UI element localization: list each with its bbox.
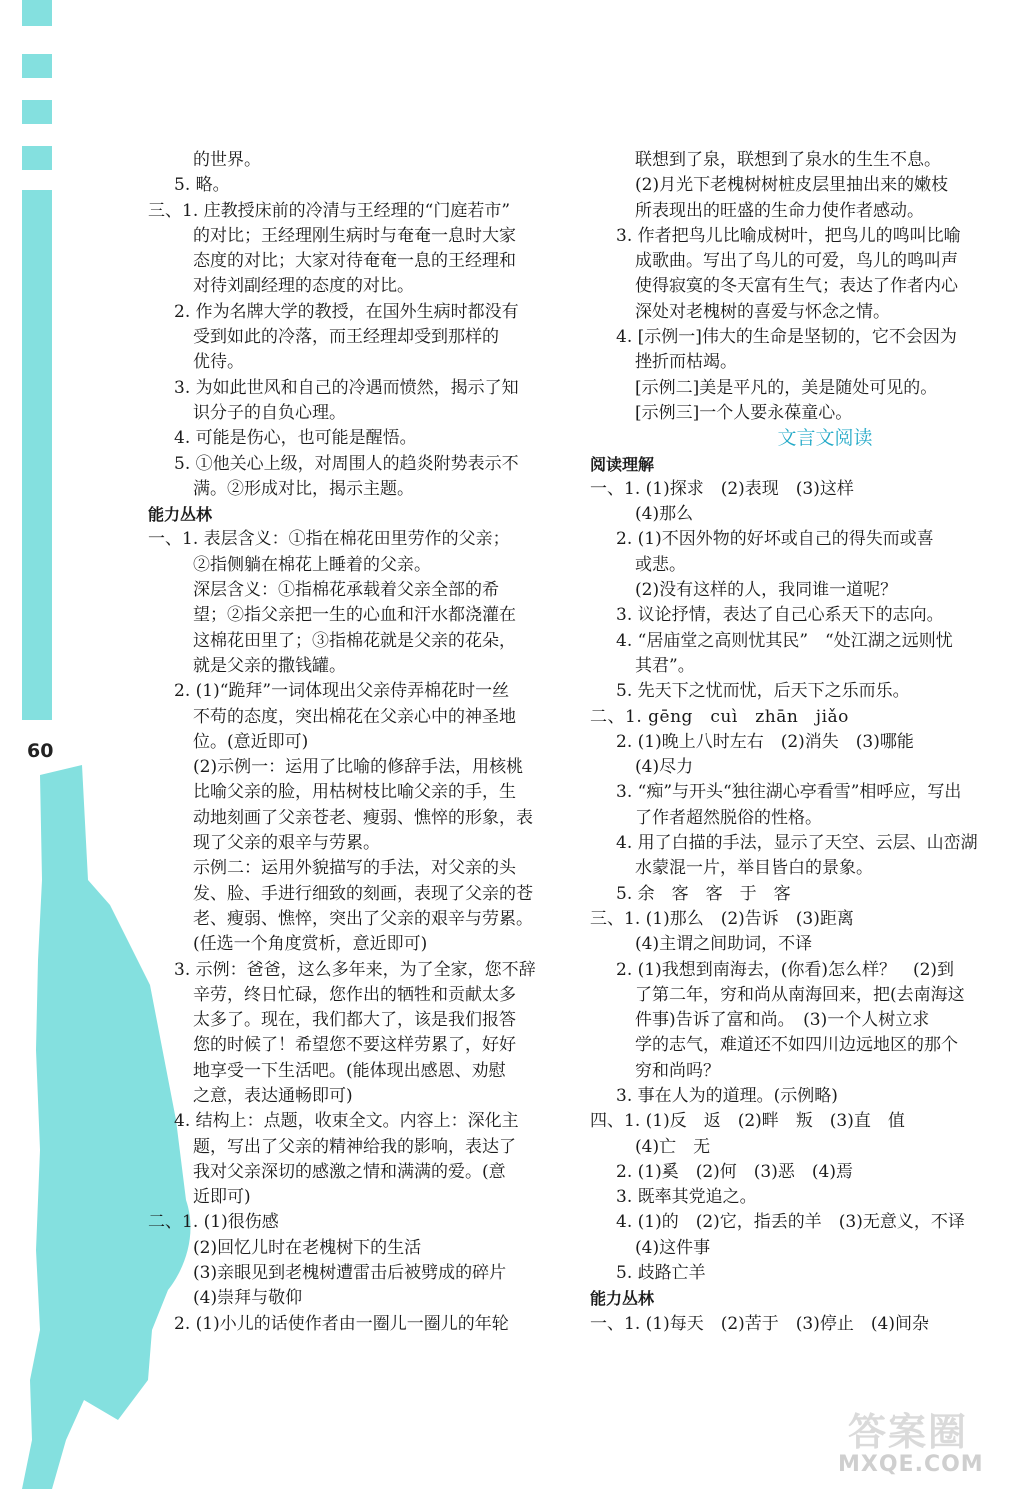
- answer-line: (任选一个角度赏析，意近即可): [193, 934, 428, 955]
- answer-line: 3. 议论抒情，表达了自己心系天下的志向。: [616, 605, 944, 626]
- answer-line: 的世界。: [193, 150, 261, 170]
- answer-line: 近即可): [193, 1187, 251, 1208]
- answer-line: 地享受一下生活吧。(能体现出感恩、劝慰: [193, 1060, 506, 1081]
- answer-line: 受到如此的冷落，而王经理却受到那样的: [193, 327, 499, 348]
- answer-line: 4. 用了白描的手法，显示了天空、云层、山峦湖: [616, 833, 978, 854]
- answer-line: (4)尽力: [635, 757, 694, 778]
- answer-line: 成歌曲。写出了鸟儿的可爱，鸟儿的鸣叫声: [635, 251, 958, 272]
- chapter-title: 文言文阅读: [777, 427, 873, 450]
- answer-line: 2. (1)小儿的话使作者由一圈儿一圈儿的年轮: [174, 1313, 509, 1334]
- answer-line: 的对比；王经理刚生病时与奄奄一息时大家: [193, 225, 516, 246]
- right-column: [590, 148, 1000, 1337]
- answer-line: 5. ①他关心上级，对周围人的趋炎附势表示不: [174, 453, 519, 474]
- answer-line: 或悲。: [635, 554, 686, 575]
- answer-line: 比喻父亲的脸，用枯树枝比喻父亲的手，生: [193, 782, 516, 803]
- section-heading: 阅读理解: [590, 454, 655, 474]
- answer-line: 3. 事在人为的道理。(示例略): [616, 1085, 838, 1106]
- answer-line: 您的时候了！希望您不要这样劳累了，好好: [193, 1035, 516, 1056]
- answer-line: ②指侧躺在棉花上睡着的父亲。: [193, 554, 431, 575]
- answer-line: 2. (1)奚 (2)何 (3)恶 (4)焉: [616, 1161, 853, 1182]
- answer-line: 三、1. (1)那么 (2)告诉 (3)距离: [590, 908, 854, 929]
- answer-line: 优待。: [193, 352, 244, 373]
- left-column: [148, 148, 558, 1337]
- answer-line: 望；②指父亲把一生的心血和汗水都浇灌在: [193, 605, 516, 626]
- answer-line: 之意，表达通畅即可): [193, 1085, 353, 1106]
- answer-line: 2. 作为名牌大学的教授，在国外生病时都没有: [174, 301, 519, 322]
- section-heading: 能力丛林: [590, 1289, 655, 1309]
- answer-line: 深处对老槐树的喜爱与怀念之情。: [635, 301, 890, 322]
- answer-line: 2. (1)不因外物的好坏或自己的得失而或喜: [616, 529, 934, 550]
- answer-line: (4)亡 无: [635, 1136, 711, 1157]
- answer-line: 位。(意近即可): [193, 731, 309, 752]
- answer-line: 发、脸、手进行细致的刻画，表现了父亲的苍: [193, 883, 533, 904]
- answer-line: 联想到了泉，联想到了泉水的生生不息。: [635, 150, 941, 170]
- answer-line: 二、1. (1)很伤感: [148, 1212, 279, 1233]
- answer-line: 辛劳，终日忙碌，您作出的牺牲和贡献太多: [193, 984, 516, 1005]
- answer-line: 一、1. (1)每天 (2)苦于 (3)停止 (4)间杂: [590, 1313, 929, 1334]
- answer-line: 动地刻画了父亲苍老、瘦弱、憔悴的形象，表: [193, 807, 533, 828]
- answer-line: 识分子的自负心理。: [193, 402, 346, 423]
- answer-line: 现了父亲的艰辛与劳累。: [193, 833, 380, 854]
- watermark-logo: 答案圈: [848, 1410, 969, 1454]
- answer-line: 对待刘副经理的态度的对比。: [193, 276, 414, 297]
- answer-line: 2. (1)“跪拜”一词体现出父亲侍弄棉花时一丝: [174, 681, 510, 702]
- answer-line: (2)没有这样的人，我同谁一道呢？: [635, 580, 898, 601]
- answer-line: 穷和尚吗？: [635, 1060, 720, 1081]
- answer-line: 3. 既率其党追之。: [616, 1187, 757, 1208]
- watermark: [824, 1401, 1004, 1481]
- answer-line: 其君”。: [635, 655, 695, 676]
- answer-line: 太多了。现在，我们都大了，该是我们报答: [193, 1010, 516, 1031]
- answer-line: 水蒙混一片，举目皆白的景象。: [635, 858, 873, 879]
- answer-line: (4)这件事: [635, 1237, 711, 1258]
- answer-line: 深层含义：①指棉花承载着父亲全部的希: [193, 580, 499, 601]
- answer-line: (2)示例一：运用了比喻的修辞手法，用核桃: [193, 757, 524, 778]
- answer-line: 3. 作者把鸟儿比喻成树叶，把鸟儿的鸣叫比喻: [616, 225, 961, 246]
- answer-line: 了作者超然脱俗的性格。: [635, 807, 822, 828]
- answer-line: 就是父亲的撒钱罐。: [193, 655, 346, 676]
- answer-line: 了第二年，穷和尚从南海回来，把(去南海这: [635, 984, 965, 1005]
- answer-line: (2)回忆儿时在老槐树下的生活: [193, 1237, 422, 1258]
- answer-line: 题，写出了父亲的精神给我的影响，表达了: [193, 1136, 516, 1157]
- answer-line: (3)亲眼见到老槐树遭雷击后被劈成的碎片: [193, 1263, 507, 1284]
- answer-line: 5. 先天下之忧而忧，后天下之乐而乐。: [616, 681, 910, 702]
- answer-line: 满。②形成对比，揭示主题。: [193, 478, 414, 499]
- answer-line: 示例二：运用外貌描写的手法，对父亲的头: [193, 858, 516, 879]
- answer-line: 5. 歧路亡羊: [616, 1263, 706, 1284]
- answer-line: 4. 结构上：点题，收束全文。内容上：深化主: [174, 1111, 519, 1132]
- answer-line: (4)崇拜与敬仰: [193, 1288, 303, 1309]
- answer-line: 学的志气，难道还不如四川边远地区的那个: [635, 1035, 958, 1056]
- answer-line: (2)月光下老槐树树桩皮层里抽出来的嫩枝: [635, 175, 949, 196]
- answer-line: 不苟的态度，突出棉花在父亲心中的神圣地: [193, 706, 516, 727]
- watermark-site: MXQE.COM: [838, 1452, 984, 1477]
- answer-line: 三、1. 庄教授床前的冷清与王经理的“门庭若市”: [148, 200, 511, 221]
- answer-line: 态度的对比；大家对待奄奄一息的王经理和: [193, 251, 516, 272]
- answer-line: 4. [示例一]伟大的生命是坚韧的，它不会因为: [616, 327, 957, 348]
- answer-line: 使得寂寞的冬天富有生气；表达了作者内心: [635, 276, 958, 297]
- answer-line: 我对父亲深切的感激之情和满满的爱。(意: [193, 1161, 506, 1182]
- answer-line: 一、1. (1)探求 (2)表现 (3)这样: [590, 478, 854, 499]
- answer-line: 这棉花田里了；③指棉花就是父亲的花朵，: [193, 630, 516, 651]
- page-number: 60: [27, 740, 54, 762]
- answer-line: 5. 余 客 客 于 客: [616, 883, 791, 904]
- answer-line: 一、1. 表层含义：①指在棉花田里劳作的父亲；: [148, 529, 510, 550]
- answer-line: (4)主谓之间助词，不译: [635, 934, 813, 955]
- answer-line: 所表现出的旺盛的生命力使作者感动。: [635, 200, 924, 221]
- answer-line: 3. 为如此世风和自己的冷遇而愤然，揭示了知: [174, 377, 519, 398]
- answer-line: 4. “居庙堂之高则忧其民” “处江湖之远则忧: [616, 630, 953, 651]
- answer-line: 5. 略。: [174, 175, 230, 196]
- answer-line: 3. “痴”与开头“独往湖心亭看雪”相呼应，写出: [616, 782, 962, 803]
- answer-line: 4. 可能是伤心，也可能是醒悟。: [174, 428, 417, 449]
- answer-line: 二、1. gēng cuì zhān jiǎo: [590, 706, 849, 727]
- section-heading: 能力丛林: [148, 505, 213, 525]
- answer-line: [示例三]一个人要永葆童心。: [635, 402, 853, 423]
- answer-line: 4. (1)的 (2)它，指丢的羊 (3)无意义，不译: [616, 1212, 965, 1233]
- answer-line: 2. (1)晚上八时左右 (2)消失 (3)哪能: [616, 731, 914, 752]
- answer-line: (4)那么: [635, 504, 694, 525]
- answer-line: [示例二]美是平凡的，美是随处可见的。: [635, 377, 938, 398]
- answer-line: 老、瘦弱、憔悴，突出了父亲的艰辛与劳累。: [193, 908, 533, 929]
- answer-line: 件事)告诉了富和尚。 (3)一个人树立求: [635, 1010, 930, 1031]
- answer-line: 2. (1)我想到南海去，(你看)怎么样？ (2)到: [616, 959, 955, 980]
- answer-line: 挫折而枯竭。: [635, 352, 737, 373]
- answer-line: 四、1. (1)反 返 (2)畔 叛 (3)直 值: [590, 1111, 905, 1132]
- answer-line: 3. 示例：爸爸，这么多年来，为了全家，您不辞: [174, 959, 536, 980]
